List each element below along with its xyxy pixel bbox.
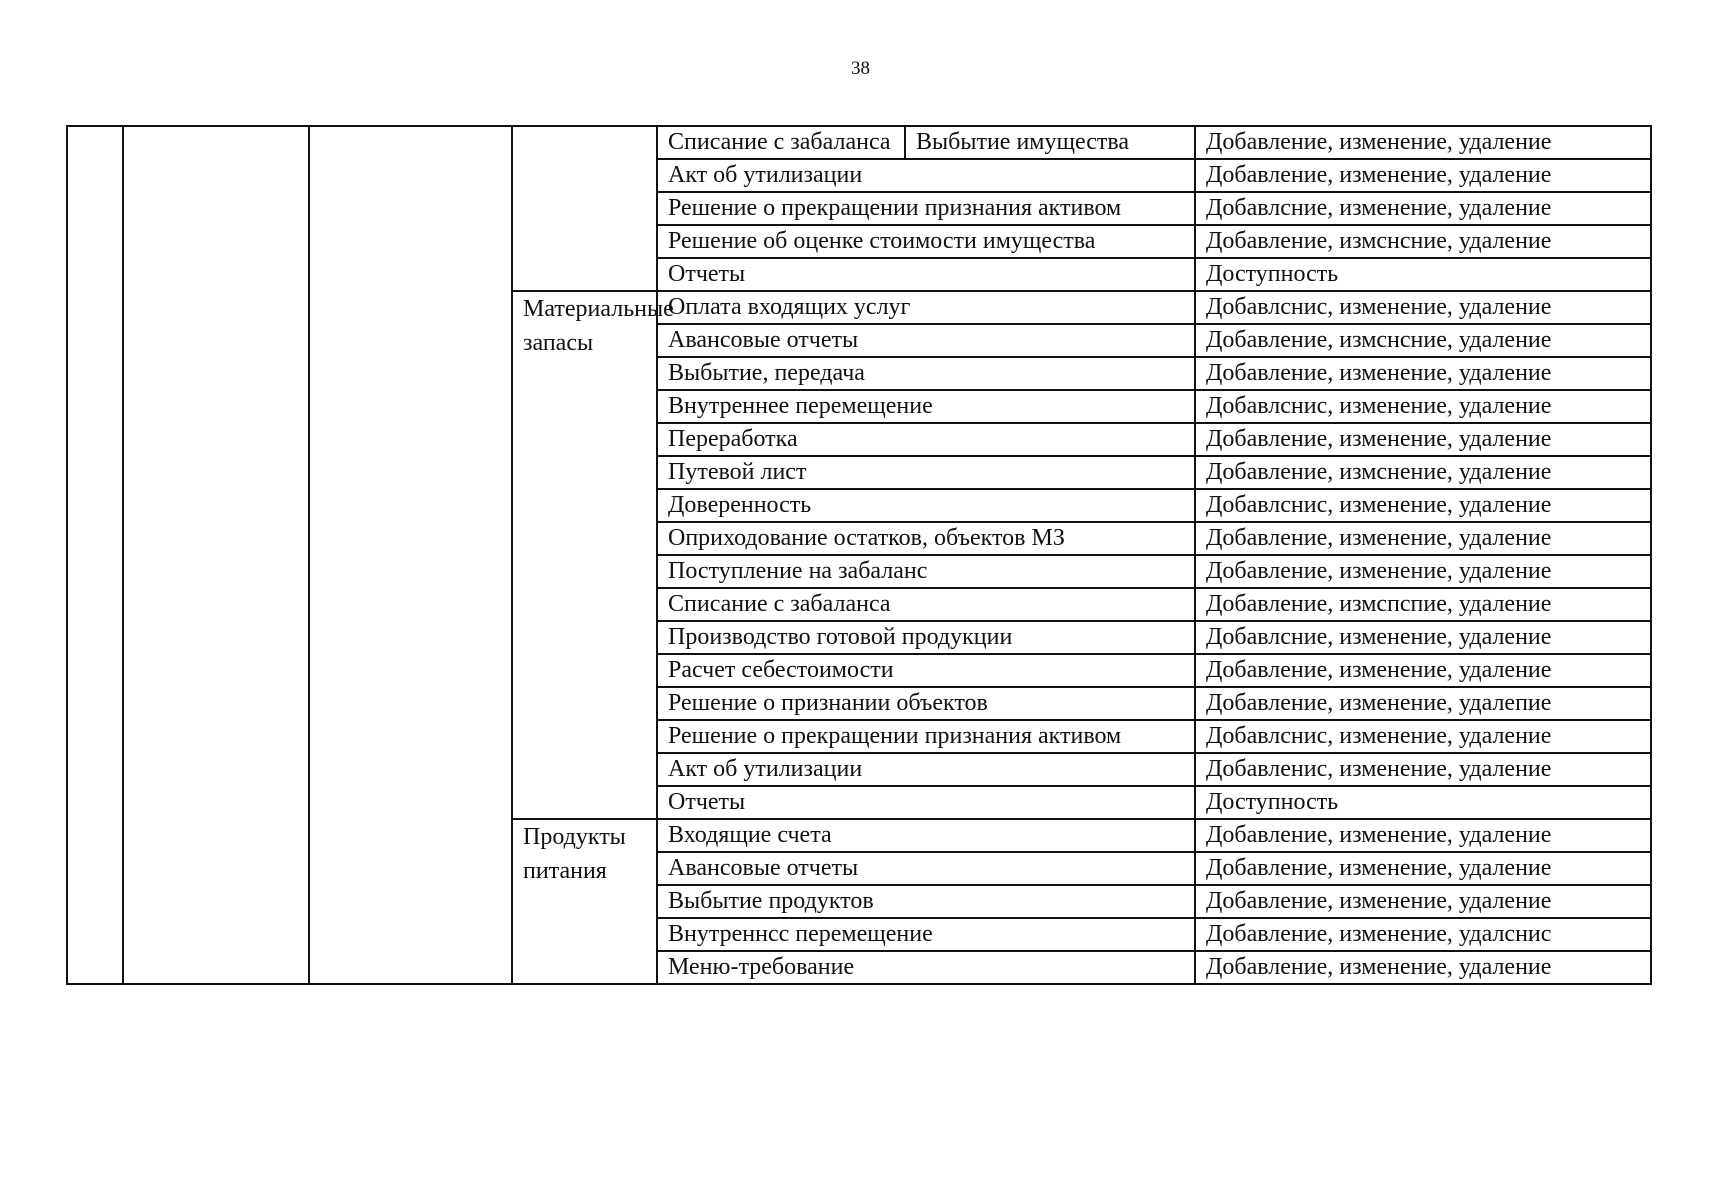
document-name-cell: Производство готовой продукции	[657, 621, 1195, 654]
rights-cell: Добавление, изменение, удаление	[1195, 423, 1651, 456]
document-name-cell: Входящие счета	[657, 819, 1195, 852]
rights-cell: Добавление, изменение, удаление	[1195, 885, 1651, 918]
document-name-cell: Выбытие продуктов	[657, 885, 1195, 918]
rights-cell: Добавление, изменение, удаление	[1195, 159, 1651, 192]
document-name-cell: Внутреннсс перемещение	[657, 918, 1195, 951]
document-name-cell: Путевой лист	[657, 456, 1195, 489]
document-name-cell: Доверенность	[657, 489, 1195, 522]
rights-cell: Доступность	[1195, 786, 1651, 819]
document-name-cell: Авансовые отчеты	[657, 324, 1195, 357]
empty-column-cell	[309, 126, 512, 984]
page-number: 38	[851, 58, 870, 79]
rights-cell: Добавленис, изменение, удаление	[1195, 753, 1651, 786]
rights-cell: Добавление, изменение, удалепие	[1195, 687, 1651, 720]
rights-cell: Добавлснис, изменение, удаление	[1195, 390, 1651, 423]
document-name-cell: Решение о прекращении признания активом	[657, 192, 1195, 225]
group-label-cell: Материальные запасы	[512, 291, 657, 819]
operation-cell: Выбытие имущества	[905, 126, 1195, 159]
empty-column-cell	[67, 126, 123, 984]
rights-cell: Добавлсние, изменение, удаление	[1195, 192, 1651, 225]
document-name-cell: Авансовые отчеты	[657, 852, 1195, 885]
rights-cell: Доступность	[1195, 258, 1651, 291]
rights-cell: Добавлснис, изменение, удаление	[1195, 291, 1651, 324]
rights-cell: Добавление, измснсние, удаление	[1195, 225, 1651, 258]
group-label-cell: Продукты питания	[512, 819, 657, 984]
document-name-cell: Решение об оценке стоимости имущества	[657, 225, 1195, 258]
rights-cell: Добавление, изменение, удаление	[1195, 819, 1651, 852]
document-name-cell: Меню-требование	[657, 951, 1195, 984]
rights-cell: Добавление, изменение, удаление	[1195, 126, 1651, 159]
document-name-cell: Внутреннее перемещение	[657, 390, 1195, 423]
document-name-cell: Списание с забаланса	[657, 126, 905, 159]
rights-cell: Добавлсние, изменение, удаление	[1195, 621, 1651, 654]
document-name-cell: Акт об утилизации	[657, 159, 1195, 192]
rights-cell: Добавление, измспспие, удаление	[1195, 588, 1651, 621]
permissions-table	[66, 125, 1652, 985]
document-name-cell: Расчет себестоимости	[657, 654, 1195, 687]
rights-cell: Добавление, изменение, удаление	[1195, 522, 1651, 555]
empty-column-cell	[123, 126, 309, 984]
document-name-cell: Отчеты	[657, 258, 1195, 291]
document-name-cell: Поступление на забаланс	[657, 555, 1195, 588]
document-name-cell: Акт об утилизации	[657, 753, 1195, 786]
document-name-cell: Оприходование остатков, объектов МЗ	[657, 522, 1195, 555]
table-row	[67, 126, 1651, 159]
empty-group-cell	[512, 126, 657, 291]
rights-cell: Добавление, изменение, удаление	[1195, 654, 1651, 687]
document-name-cell: Решение о признании объектов	[657, 687, 1195, 720]
rights-cell: Добавление, измснсние, удаление	[1195, 324, 1651, 357]
document-name-cell: Оплата входящих услуг	[657, 291, 1195, 324]
rights-cell: Добавлснис, изменение, удаление	[1195, 720, 1651, 753]
rights-cell: Добавление, изменение, удаление	[1195, 555, 1651, 588]
rights-cell: Добавлснис, изменение, удаление	[1195, 489, 1651, 522]
rights-cell: Добавление, изменение, удаление	[1195, 852, 1651, 885]
document-name-cell: Переработка	[657, 423, 1195, 456]
rights-cell: Добавление, изменение, удаление	[1195, 951, 1651, 984]
rights-cell: Добавление, изменение, удалснис	[1195, 918, 1651, 951]
document-name-cell: Списание с забаланса	[657, 588, 1195, 621]
rights-cell: Добавление, измснение, удаление	[1195, 456, 1651, 489]
document-name-cell: Выбытие, передача	[657, 357, 1195, 390]
rights-cell: Добавление, изменение, удаление	[1195, 357, 1651, 390]
document-name-cell: Отчеты	[657, 786, 1195, 819]
document-name-cell: Решение о прекращении признания активом	[657, 720, 1195, 753]
